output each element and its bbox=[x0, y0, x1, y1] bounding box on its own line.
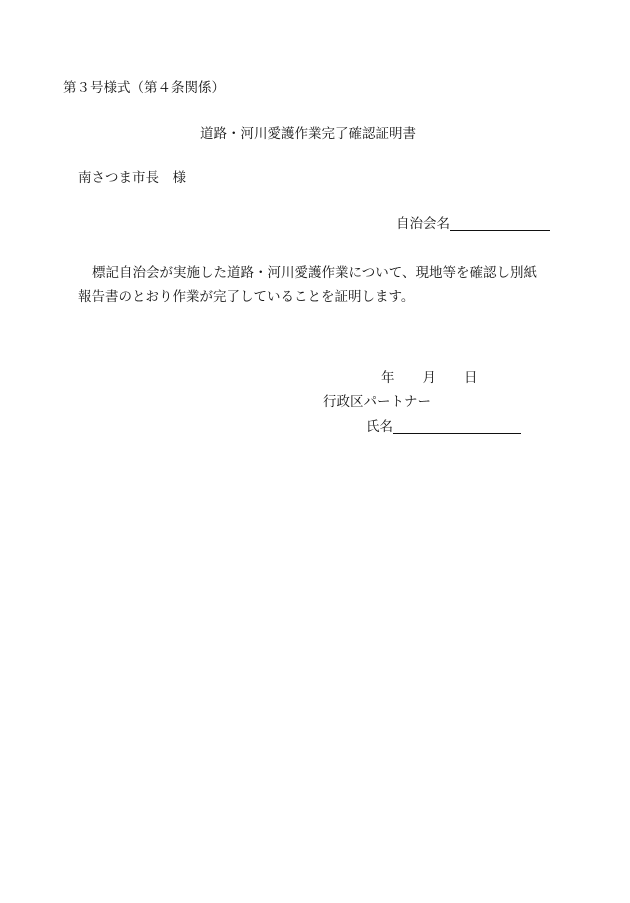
month-label: 月 bbox=[422, 370, 436, 386]
organization-field bbox=[396, 217, 550, 231]
addressee: 南さつま市長 様 bbox=[78, 170, 186, 186]
form-number-label: 第３号様式（第４条関係） bbox=[63, 80, 225, 96]
name-blank-line[interactable] bbox=[393, 420, 521, 434]
date-field bbox=[381, 372, 478, 386]
document-title: 道路・河川愛護作業完了確認証明書 bbox=[200, 126, 416, 142]
name-field bbox=[366, 420, 521, 434]
day-label: 日 bbox=[464, 370, 478, 386]
statement-line-2: 報告書のとおり作業が完了していることを証明します。 bbox=[78, 289, 415, 305]
organization-label: 自治会名 bbox=[396, 215, 450, 232]
certification-statement bbox=[78, 261, 537, 309]
name-label: 氏名 bbox=[366, 418, 393, 435]
organization-blank-line[interactable] bbox=[450, 217, 550, 231]
partner-label: 行政区パートナー bbox=[323, 394, 431, 410]
year-label: 年 bbox=[381, 370, 395, 386]
statement-line-1: 標記自治会が実施した道路・河川愛護作業について、現地等を確認し別紙 bbox=[92, 265, 537, 281]
